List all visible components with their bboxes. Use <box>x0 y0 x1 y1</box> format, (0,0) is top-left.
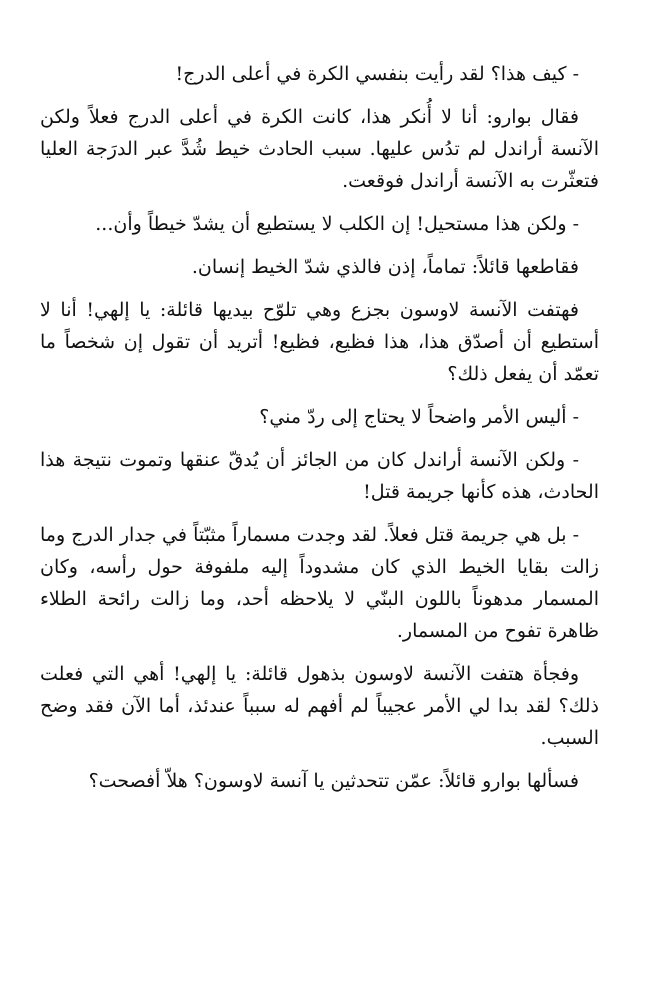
paragraph-1: - كيف هذا؟ لقد رأيت بنفسي الكرة في أعلى الدرج! <box>175 63 579 85</box>
paragraph-7: - ولكن الآنسة أراندل كان من الجائز أن يُدقّ عنقها وتموت نتيجة هذا الحادث، هذه كأنها جريمة قتل! <box>40 449 599 503</box>
paragraph-5: فهتفت الآنسة لاوسون بجزع وهي تلوّح بيديها قائلة: يا إلهي! أنا لا أستطيع أن أصدّق هذا، هذا فظيع، فظيع! أتريد أن تقول إن شخصاً ما تعمّد أن يفعل ذلك؟ <box>40 299 599 385</box>
paragraph-3: - ولكن هذا مستحيل! إن الكلب لا يستطيع أن يشدّ خيطاً وأن... <box>95 213 579 235</box>
page-text <box>40 58 599 808</box>
paragraph-9: وفجأة هتفت الآنسة لاوسون بذهول قائلة: يا إلهي! أهي التي فعلت ذلك؟ لقد بدا لي الأمر عجيباً لم أفهم له سبباً عندئذ، أما الآن فقد وضح السبب. <box>40 663 599 749</box>
paragraph-4: فقاطعها قائلاً: تماماً، إذن فالذي شدّ الخيط إنسان. <box>191 256 579 278</box>
paragraph-8: - بل هي جريمة قتل فعلاً. لقد وجدت مسماراً مثبّتاً في جدار الدرج وما زالت بقايا الخيط الذي كان مشدوداً إليه ملفوفة حول رأسه، وكان المسمار مدهوناً باللون البنّي لا يلاحظه أحد، وما زالت رائحة الطلاء ظاهرة تفوح من المسمار. <box>40 524 599 642</box>
paragraph-6: - أليس الأمر واضحاً لا يحتاج إلى ردّ مني؟ <box>259 406 579 428</box>
paragraph-2: فقال بوارو: أنا لا أُنكر هذا، كانت الكرة في أعلى الدرج فعلاً ولكن الآنسة أراندل لم تدُس عليها. سبب الحادث خيط شُدَّ عبر الدرَجة العليا فتعثّرت به الآنسة أراندل فوقعت. <box>40 106 599 192</box>
paragraph-10: فسألها بوارو قائلاً: عمّن تتحدثين يا آنسة لاوسون؟ هلاّ أفصحت؟ <box>88 770 579 792</box>
